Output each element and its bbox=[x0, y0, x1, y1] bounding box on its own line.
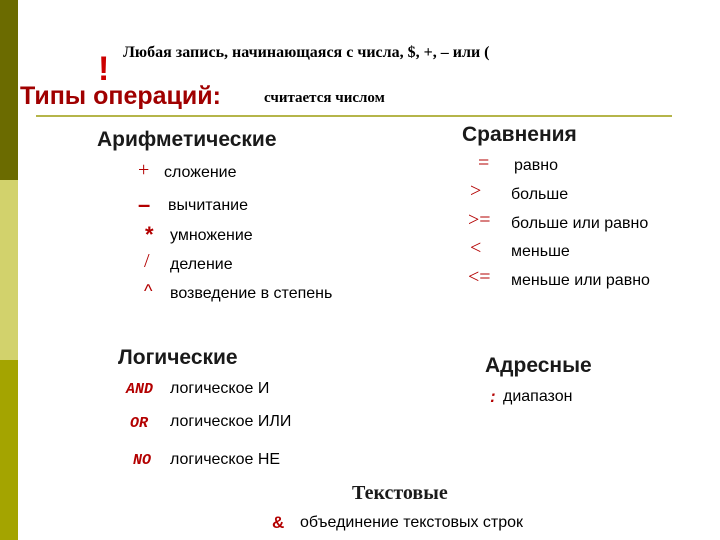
arith-sym-divide: / bbox=[144, 250, 150, 272]
logic-sym-or: OR bbox=[130, 415, 149, 432]
arith-sym-minus: – bbox=[138, 192, 151, 217]
text-heading: Текстовые bbox=[352, 482, 448, 504]
logic-label-or: логическое ИЛИ bbox=[170, 413, 292, 430]
compare-sym-lt: < bbox=[470, 237, 482, 259]
compare-label-le: меньше или равно bbox=[511, 272, 650, 289]
compare-heading: Сравнения bbox=[462, 123, 577, 146]
arith-sym-multiply: * bbox=[145, 222, 154, 247]
compare-sym-gt: > bbox=[470, 180, 482, 202]
logic-heading: Логические bbox=[118, 346, 238, 369]
compare-label-gt: больше bbox=[511, 186, 569, 203]
address-heading: Адресные bbox=[485, 354, 592, 377]
compare-label-eq: равно bbox=[514, 157, 559, 174]
arith-label-divide: деление bbox=[170, 256, 233, 273]
page-title: Типы операций: bbox=[20, 82, 221, 110]
arith-label-plus: сложение bbox=[164, 164, 237, 181]
address-sym-range: : bbox=[488, 389, 498, 407]
logic-label-and: логическое И bbox=[170, 380, 270, 397]
compare-sym-le: <= bbox=[468, 266, 491, 288]
exclamation-mark: ! bbox=[98, 50, 110, 88]
logic-sym-and: AND bbox=[126, 381, 154, 398]
arith-heading: Арифметические bbox=[97, 128, 277, 151]
note-line-1: Любая запись, начинающаяся с числа, $, +, – или ( bbox=[123, 44, 490, 61]
text-sym-concat: & bbox=[272, 513, 285, 532]
arith-label-minus: вычитание bbox=[168, 197, 248, 214]
text-label-concat: объединение текстовых строк bbox=[300, 514, 524, 531]
title-rule bbox=[36, 115, 672, 117]
address-label-range: диапазон bbox=[503, 388, 573, 405]
arith-sym-plus: + bbox=[138, 159, 150, 181]
arith-sym-power: ^ bbox=[144, 281, 153, 301]
note-line-2: считается числом bbox=[264, 90, 385, 106]
compare-label-lt: меньше bbox=[511, 243, 570, 260]
logic-label-no: логическое НЕ bbox=[170, 451, 281, 468]
arith-label-power: возведение в степень bbox=[170, 285, 333, 302]
sidebar-segment-middle bbox=[0, 180, 18, 360]
compare-sym-ge: >= bbox=[468, 209, 491, 231]
compare-label-ge: больше или равно bbox=[511, 215, 649, 232]
sidebar-segment-bottom bbox=[0, 360, 18, 540]
logic-sym-no: NO bbox=[133, 452, 152, 469]
compare-sym-eq: = bbox=[478, 152, 490, 174]
sidebar-segment-top bbox=[0, 0, 18, 180]
arith-label-multiply: умножение bbox=[170, 227, 253, 244]
